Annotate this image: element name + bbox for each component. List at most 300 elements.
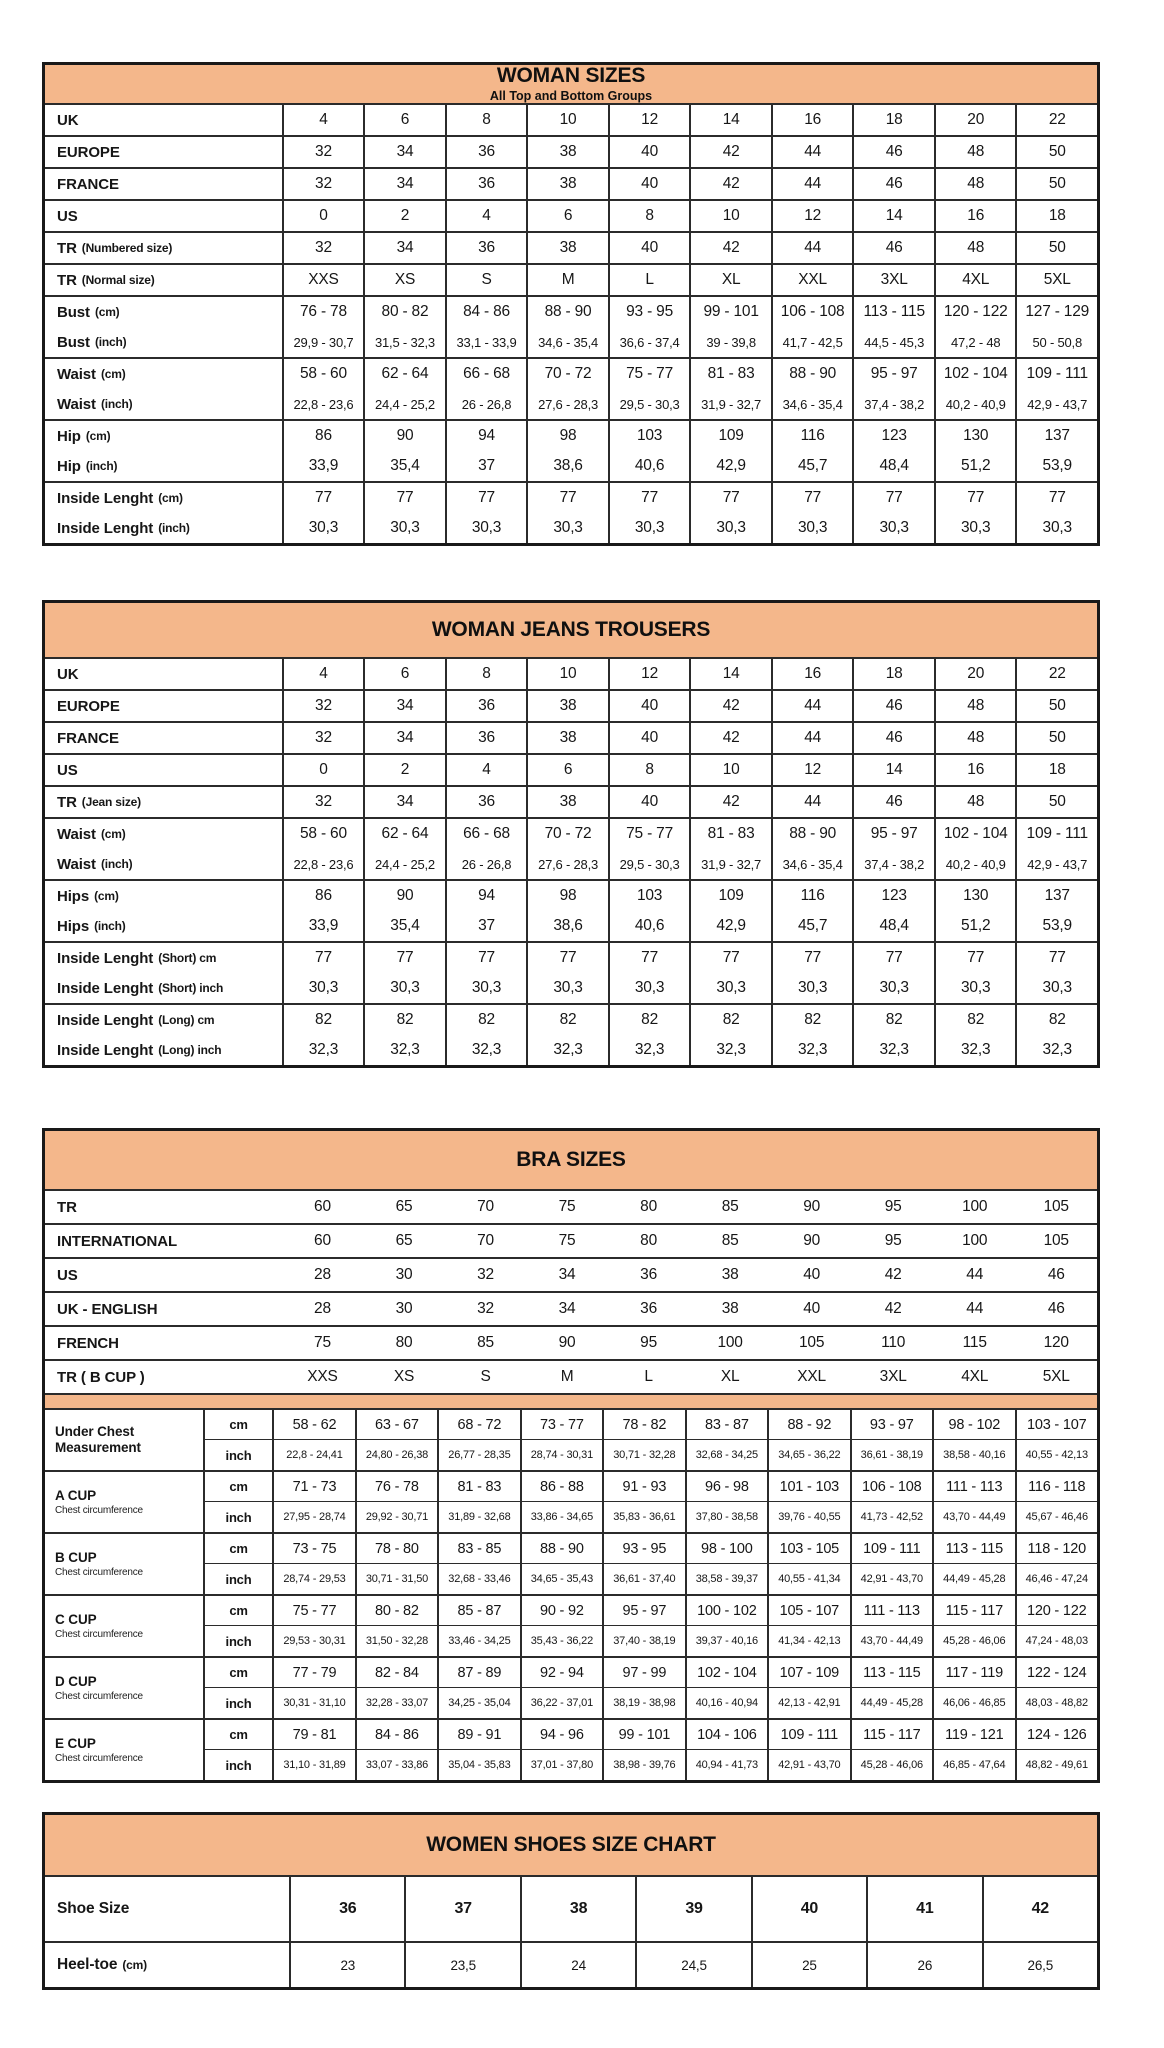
- value-cell: 101 - 103: [767, 1472, 849, 1502]
- value-cell: 31,9 - 32,7: [689, 389, 771, 419]
- value-cell: 58 - 62: [272, 1410, 354, 1440]
- value-cell: 120 - 122: [934, 297, 1016, 327]
- row-label: [45, 1035, 282, 1065]
- value-cell: 22: [1015, 659, 1097, 689]
- value-cell: 123: [852, 421, 934, 451]
- row-label-note: (cm): [100, 827, 126, 841]
- value-cell: 29,92 - 30,71: [355, 1502, 437, 1532]
- value-cell: 82: [526, 1005, 608, 1035]
- value-cell: 42: [689, 723, 771, 753]
- value-cell: 44: [771, 787, 853, 817]
- value-cell: 42: [884, 1300, 902, 1317]
- row-label-note: (inch): [158, 521, 190, 535]
- value-cell: 22,8 - 23,6: [282, 849, 364, 879]
- value-cell: 111 - 113: [850, 1596, 932, 1626]
- value-cell: 32,3: [689, 1035, 771, 1065]
- value-cell: 30,3: [771, 513, 853, 543]
- value-cell: XXS: [307, 1368, 338, 1385]
- value-cell: 75 - 77: [272, 1596, 354, 1626]
- value-cell: 95: [884, 1198, 902, 1215]
- value-cell: 30,31 - 31,10: [272, 1688, 354, 1718]
- value-cell: 45,7: [771, 451, 853, 481]
- table-title: WOMAN JEANS TROUSERS: [431, 617, 711, 641]
- value-cell: 35,4: [363, 911, 445, 941]
- row-label: [45, 755, 282, 785]
- row-label-text: Inside Lenght: [57, 519, 154, 537]
- value-cell: 77: [934, 943, 1016, 973]
- value-cell: 102 - 104: [685, 1658, 767, 1688]
- value-cell: 50 - 50,8: [1015, 327, 1097, 357]
- separator-band: [45, 1393, 1097, 1410]
- value-cell: 42: [689, 787, 771, 817]
- value-cell: 80: [640, 1232, 657, 1249]
- value-cell: 31,9 - 32,7: [689, 849, 771, 879]
- value-cell: 73 - 75: [272, 1534, 354, 1564]
- value-cell: XXL: [797, 1368, 826, 1385]
- value-cell: 32,3: [1015, 1035, 1097, 1065]
- value-cell: 94 - 96: [520, 1720, 602, 1750]
- row-label-note: (inch): [85, 459, 118, 473]
- value-cell: 93 - 97: [850, 1410, 932, 1440]
- value-cell: 30,3: [934, 513, 1016, 543]
- women-shoes-size-chart-table: [42, 1812, 1100, 1990]
- value-cell: 48,82 - 49,61: [1015, 1750, 1097, 1780]
- value-cell: 14: [689, 659, 771, 689]
- value-cell: 16: [934, 755, 1016, 785]
- value-cell: 77: [689, 483, 771, 513]
- value-cell: M: [526, 265, 608, 295]
- value-cell: 127 - 129: [1015, 297, 1097, 327]
- row-label-text: EUROPE: [57, 697, 120, 715]
- value-cell: S: [445, 265, 527, 295]
- value-cell: 5XL: [1042, 1368, 1070, 1385]
- value-cell: 86 - 88: [520, 1472, 602, 1502]
- unit-cell: inch: [203, 1750, 272, 1780]
- row-group: [45, 295, 1097, 357]
- value-cell: 32,3: [852, 1035, 934, 1065]
- value-cell: 75 - 77: [608, 819, 690, 849]
- row-label-text: Waist: [57, 395, 96, 413]
- row-group: [45, 1359, 1097, 1393]
- value-cell: 32: [282, 691, 364, 721]
- value-cell: 116: [771, 881, 853, 911]
- value-cell: 63 - 67: [355, 1410, 437, 1440]
- value-cell: 36: [445, 723, 527, 753]
- row-label: [45, 1259, 282, 1291]
- value-cell: 105: [1043, 1232, 1069, 1249]
- value-cell: 24: [520, 1943, 635, 1987]
- table-row: [45, 105, 1097, 135]
- row-label-note: (Short) cm: [158, 951, 217, 965]
- table-row: [45, 233, 1097, 263]
- value-cell: 116: [771, 421, 853, 451]
- value-cell: 35,43 - 36,22: [520, 1626, 602, 1656]
- value-cell: 32,68 - 34,25: [685, 1440, 767, 1470]
- table-row: [45, 265, 1097, 295]
- row-label-text: EUROPE: [57, 143, 120, 161]
- value-cell: 77: [445, 943, 527, 973]
- value-cell: 115 - 117: [850, 1720, 932, 1750]
- row-group: [45, 357, 1097, 419]
- value-cell: 106 - 108: [850, 1472, 932, 1502]
- value-cell: 117 - 119: [932, 1658, 1014, 1688]
- row-label: [45, 1943, 289, 1987]
- value-cell: 30,71 - 31,50: [355, 1564, 437, 1594]
- value-cell: 42: [689, 137, 771, 167]
- value-cell: 70 - 72: [526, 359, 608, 389]
- value-cell: 92 - 94: [520, 1658, 602, 1688]
- value-cell: 46: [852, 723, 934, 753]
- value-cell: 48: [934, 723, 1016, 753]
- value-cell: 34,25 - 35,04: [437, 1688, 519, 1718]
- value-cell: 103: [608, 881, 690, 911]
- value-cell: 22,8 - 24,41: [272, 1440, 354, 1470]
- row-label-text: INTERNATIONAL: [57, 1232, 178, 1250]
- group-label-subtext: Chest circumference: [55, 1752, 143, 1764]
- value-cell: 81 - 83: [689, 819, 771, 849]
- value-cell: 33,1 - 33,9: [445, 327, 527, 357]
- value-cell: 30,3: [689, 973, 771, 1003]
- value-cell: 90: [803, 1198, 821, 1215]
- value-cell: 30,3: [934, 973, 1016, 1003]
- value-cell: 36: [289, 1877, 404, 1941]
- row-label-text: US: [57, 1266, 78, 1284]
- value-cell: 18: [1015, 201, 1097, 231]
- value-cell: 123: [852, 881, 934, 911]
- row-group: [45, 1656, 1097, 1718]
- value-cell: 43,70 - 44,49: [932, 1502, 1014, 1532]
- value-cell: 39,76 - 40,55: [767, 1502, 849, 1532]
- value-cell: 115: [962, 1334, 987, 1351]
- value-cell: 8: [445, 659, 527, 689]
- value-cell: 30,3: [1015, 513, 1097, 543]
- value-cell: 124 - 126: [1015, 1720, 1097, 1750]
- value-cell: 18: [852, 659, 934, 689]
- unit-cell: cm: [203, 1596, 272, 1626]
- value-cell: 24,80 - 26,38: [355, 1440, 437, 1470]
- value-cell: 77: [282, 943, 364, 973]
- value-cell: 82: [363, 1005, 445, 1035]
- value-cell: 42: [689, 169, 771, 199]
- value-cell: 2: [363, 755, 445, 785]
- value-cell: 46,85 - 47,64: [932, 1750, 1014, 1780]
- value-cell: 44: [771, 691, 853, 721]
- value-cell: 40: [608, 169, 690, 199]
- value-cell: 107 - 109: [767, 1658, 849, 1688]
- value-cell: 41,73 - 42,52: [850, 1502, 932, 1532]
- value-cell: 96 - 98: [685, 1472, 767, 1502]
- row-label: [45, 265, 282, 295]
- value-cell: 90: [803, 1232, 821, 1249]
- value-cell: 50: [1015, 233, 1097, 263]
- value-cell: 32,3: [608, 1035, 690, 1065]
- unit-cell: inch: [203, 1440, 272, 1470]
- value-cell: 77: [526, 943, 608, 973]
- value-cell: 44,5 - 45,3: [852, 327, 934, 357]
- value-cell: 73 - 77: [520, 1410, 602, 1440]
- value-cell: 46: [852, 169, 934, 199]
- value-cell: 50: [1015, 723, 1097, 753]
- value-cell: 30,3: [852, 973, 934, 1003]
- row-label-text: Shoe Size: [57, 1900, 130, 1917]
- row-label: [45, 483, 282, 513]
- row-label-note: (cm): [94, 305, 120, 319]
- row-label: [45, 421, 282, 451]
- value-cell: 33,9: [282, 911, 364, 941]
- value-cell: 46: [852, 787, 934, 817]
- table-row: [45, 513, 1097, 543]
- value-cell: 40: [608, 787, 690, 817]
- group-label: [45, 1472, 203, 1532]
- value-cell: 50: [1015, 169, 1097, 199]
- group-label-subtext: Chest circumference: [55, 1628, 143, 1640]
- group-label-text: D CUP: [55, 1674, 97, 1690]
- value-cell: 4: [282, 105, 364, 135]
- row-label-note: (cm): [100, 367, 126, 381]
- table-row: [45, 691, 1097, 721]
- value-cell: 34,6 - 35,4: [771, 389, 853, 419]
- value-cell: XS: [363, 265, 445, 295]
- row-label: [45, 201, 282, 231]
- row-label: [45, 137, 282, 167]
- table-row: [45, 943, 1097, 973]
- value-cell: 12: [771, 201, 853, 231]
- value-cell: 85: [721, 1232, 739, 1249]
- row-label-note: (inch): [94, 335, 127, 349]
- value-cell: 98: [526, 881, 608, 911]
- value-cell: 8: [445, 105, 527, 135]
- value-cell: 26 - 26,8: [445, 389, 527, 419]
- value-cell: 20: [934, 105, 1016, 135]
- row-group: [45, 1191, 1097, 1223]
- value-cell: 34,6 - 35,4: [771, 849, 853, 879]
- row-label-note: (inch): [100, 397, 133, 411]
- value-cell: 44: [771, 233, 853, 263]
- row-label: [45, 359, 282, 389]
- row-label-text: Hips: [57, 887, 90, 905]
- value-cell: 75 - 77: [608, 359, 690, 389]
- value-cell: 32: [477, 1300, 494, 1317]
- value-cell: 10: [689, 201, 771, 231]
- value-cell: 30,3: [363, 973, 445, 1003]
- value-cell: 22: [1015, 105, 1097, 135]
- row-group: [45, 879, 1097, 941]
- value-cell: 36: [445, 233, 527, 263]
- value-cell: 42,9 - 43,7: [1015, 849, 1097, 879]
- table-header: [45, 1131, 1097, 1191]
- value-cell: 30,3: [363, 513, 445, 543]
- group-label: [45, 1410, 203, 1470]
- value-cell: 32,3: [282, 1035, 364, 1065]
- table-row: [45, 1225, 1097, 1257]
- row-label-note: (Long) inch: [158, 1043, 222, 1057]
- row-label-text: TR: [57, 271, 77, 289]
- table-row: [45, 1877, 1097, 1941]
- value-cell: 14: [689, 105, 771, 135]
- row-label-note: (cm): [94, 889, 119, 903]
- table-row: [45, 1005, 1097, 1035]
- value-cell: 51,2: [934, 911, 1016, 941]
- value-cell: 44: [771, 723, 853, 753]
- value-cell: 14: [852, 755, 934, 785]
- value-cell: 48,4: [852, 911, 934, 941]
- table-header: [45, 65, 1097, 105]
- value-cell: 95 - 97: [852, 819, 934, 849]
- value-cell: 30,3: [852, 513, 934, 543]
- value-cell: 83 - 87: [685, 1410, 767, 1440]
- row-label-text: Waist: [57, 365, 96, 383]
- value-cell: 29,9 - 30,7: [282, 327, 364, 357]
- row-group: [45, 1291, 1097, 1325]
- value-cell: 109 - 111: [1015, 359, 1097, 389]
- table-section: [45, 1191, 1097, 1393]
- value-cell: 103 - 105: [767, 1534, 849, 1564]
- row-label: [45, 1225, 282, 1257]
- value-cell: 4: [445, 201, 527, 231]
- value-cell: 42,91 - 43,70: [767, 1750, 849, 1780]
- row-label-text: Waist: [57, 855, 96, 873]
- row-label-text: Inside Lenght: [57, 1011, 154, 1029]
- value-cell: 86: [282, 881, 364, 911]
- row-label-text: US: [57, 207, 78, 225]
- value-cell: XXS: [282, 265, 364, 295]
- value-cell: 34: [558, 1300, 576, 1317]
- value-cell: 130: [934, 881, 1016, 911]
- value-cell: 34,65 - 35,43: [520, 1564, 602, 1594]
- value-cell: 119 - 121: [932, 1720, 1014, 1750]
- value-cell: 95 - 97: [602, 1596, 684, 1626]
- value-cell: 105: [799, 1334, 825, 1351]
- value-cell: 100 - 102: [685, 1596, 767, 1626]
- table-row: [45, 849, 1097, 879]
- value-cell: 77 - 79: [272, 1658, 354, 1688]
- value-cell: 29,53 - 30,31: [272, 1626, 354, 1656]
- value-cell: 38: [526, 691, 608, 721]
- value-cell: 83 - 85: [437, 1534, 519, 1564]
- table-row: [45, 723, 1097, 753]
- value-cell: 77: [771, 483, 853, 513]
- table-subtitle: All Top and Bottom Groups: [489, 89, 653, 104]
- group-label: [45, 1658, 203, 1718]
- value-cell: 43,70 - 44,49: [850, 1626, 932, 1656]
- table-section: [45, 1410, 1097, 1780]
- value-cell: 8: [608, 201, 690, 231]
- value-cell: 97 - 99: [602, 1658, 684, 1688]
- value-cell: 30,3: [282, 513, 364, 543]
- value-cell: L: [608, 265, 690, 295]
- value-cell: 16: [771, 659, 853, 689]
- row-label-text: Inside Lenght: [57, 489, 154, 507]
- table-row: [45, 1191, 1097, 1223]
- row-group: [45, 1003, 1097, 1065]
- value-cell: 82: [608, 1005, 690, 1035]
- value-cell: 95: [884, 1232, 902, 1249]
- value-cell: 44,49 - 45,28: [850, 1688, 932, 1718]
- value-cell: 46: [1047, 1300, 1065, 1317]
- value-cell: 38: [520, 1877, 635, 1941]
- value-cell: 79 - 81: [272, 1720, 354, 1750]
- value-cell: 80: [395, 1334, 413, 1351]
- value-cell: 46,06 - 46,85: [932, 1688, 1014, 1718]
- table-row: [45, 659, 1097, 689]
- table-row: [45, 1327, 1097, 1359]
- unit-cell: cm: [203, 1472, 272, 1502]
- value-cell: 30,3: [282, 973, 364, 1003]
- unit-cell: cm: [203, 1720, 272, 1750]
- value-cell: 36: [640, 1266, 657, 1283]
- value-cell: 77: [526, 483, 608, 513]
- row-label: [45, 659, 282, 689]
- row-label-note: (Numbered size): [81, 241, 173, 255]
- value-cell: 48: [934, 169, 1016, 199]
- value-cell: 38: [526, 787, 608, 817]
- row-label: [45, 973, 282, 1003]
- row-group: [45, 1410, 1097, 1470]
- value-cell: 81 - 83: [437, 1472, 519, 1502]
- table-row: [45, 819, 1097, 849]
- unit-cell: cm: [203, 1658, 272, 1688]
- table-row: [45, 137, 1097, 167]
- value-cell: S: [480, 1368, 491, 1385]
- table-row: [45, 1035, 1097, 1065]
- value-cell: 40,16 - 40,94: [685, 1688, 767, 1718]
- group-label-subtext: Chest circumference: [55, 1566, 143, 1578]
- value-cell: 47,24 - 48,03: [1015, 1626, 1097, 1656]
- value-cell: 77: [282, 483, 364, 513]
- row-group: [45, 941, 1097, 1003]
- value-cell: 109: [689, 421, 771, 451]
- value-cell: 28: [314, 1266, 331, 1283]
- value-cell: 75: [558, 1198, 576, 1215]
- value-cell: 50: [1015, 787, 1097, 817]
- value-cell: 60: [314, 1198, 331, 1215]
- value-cell: 50: [1015, 137, 1097, 167]
- value-cell: 25: [751, 1943, 866, 1987]
- value-cell: 77: [608, 943, 690, 973]
- row-label-text: Hip: [57, 457, 81, 475]
- row-label: [45, 819, 282, 849]
- row-label: [45, 1005, 282, 1035]
- value-cell: 5XL: [1015, 265, 1097, 295]
- row-label: [45, 911, 282, 941]
- value-cell: 36,6 - 37,4: [608, 327, 690, 357]
- value-cell: 80 - 82: [355, 1596, 437, 1626]
- value-cell: 82 - 84: [355, 1658, 437, 1688]
- value-cell: 70: [477, 1198, 494, 1215]
- value-cell: 36,61 - 38,19: [850, 1440, 932, 1470]
- row-group: [45, 785, 1097, 817]
- value-cell: 82: [1015, 1005, 1097, 1035]
- value-cell: 40,6: [608, 451, 690, 481]
- value-cell: 91 - 93: [602, 1472, 684, 1502]
- value-cell: XL: [689, 265, 771, 295]
- value-cell: 65: [395, 1198, 413, 1215]
- value-cell: 31,5 - 32,3: [363, 327, 445, 357]
- value-cell: 100: [962, 1232, 988, 1249]
- row-label-text: UK - ENGLISH: [57, 1300, 158, 1318]
- value-cell: 31,50 - 32,28: [355, 1626, 437, 1656]
- value-cell: 45,7: [771, 911, 853, 941]
- unit-cell: inch: [203, 1564, 272, 1594]
- value-cell: 90 - 92: [520, 1596, 602, 1626]
- value-cell: 38: [526, 137, 608, 167]
- value-cell: 42,91 - 43,70: [850, 1564, 932, 1594]
- row-group: [45, 1223, 1097, 1257]
- row-group: [45, 689, 1097, 721]
- value-cell: 98: [526, 421, 608, 451]
- value-cell: 34,6 - 35,4: [526, 327, 608, 357]
- row-group: [45, 481, 1097, 543]
